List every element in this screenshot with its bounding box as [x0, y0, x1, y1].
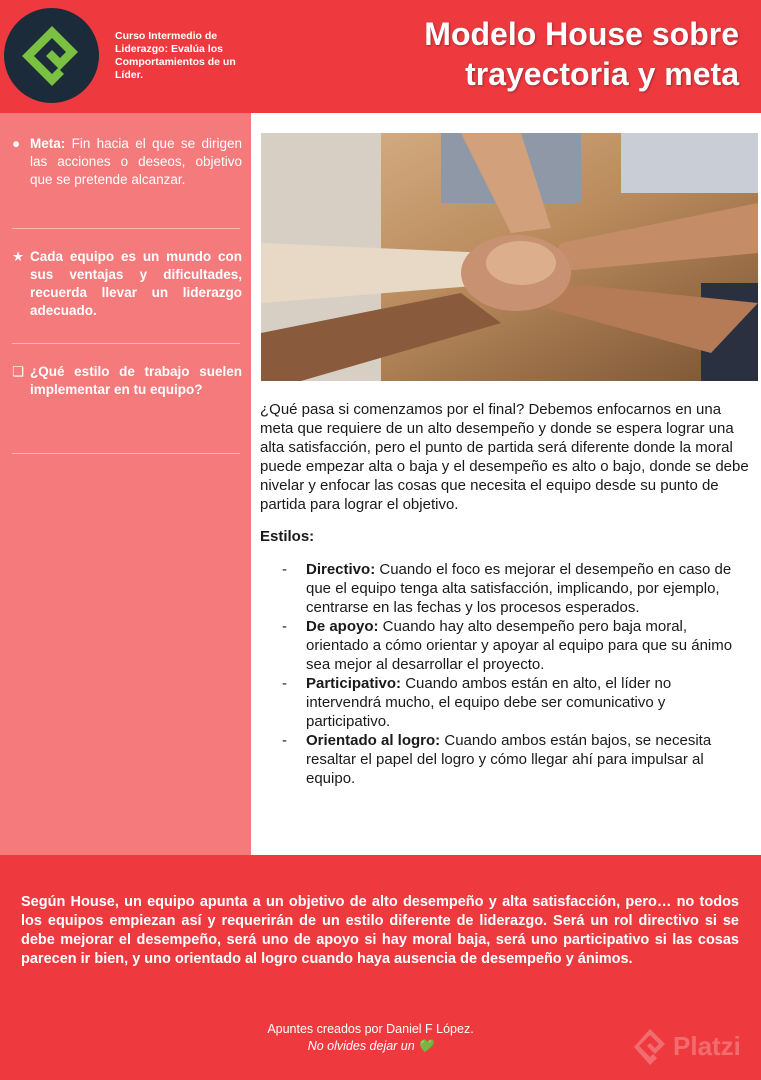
style-name: Orientado al logro:: [306, 732, 441, 749]
meta-definition: Fin hacia el que se dirigen las acciones o deseos, objetivo que se pretende alcanzar.: [30, 136, 242, 187]
sidebar-item-question: [12, 363, 242, 399]
meta-label: Meta:: [30, 136, 66, 151]
sidebar-item-team-tip: [12, 248, 242, 320]
summary-paragraph: Según House, un equipo apunta a un objetivo de alto desempeño y alta satisfacción, pero… no todos los equipos empiezan así y requerirán de un estilo diferente de liderazgo. Será un rol directivo si se debe mejorar el desempeño, será uno de apoyo si hay moral baja, será uno participativo si las cosas parecen ir bien, y uno orientado al logro cuando haya ausencia de desempeño y ánimos.: [21, 894, 739, 967]
sidebar-item-meta: [12, 135, 242, 189]
checkbox-icon: ❏: [12, 364, 25, 379]
list-item: - De apoyo: Cuando hay alto desempeño pero baja moral, orientado a cómo orientar y apoyar al equipo para que su ánimo sea mejor al desarrollar el proyecto.: [282, 618, 733, 673]
style-name: Directivo:: [306, 561, 376, 578]
style-description: Cuando el foco es mejorar el desempeño en caso de que el equipo tenga alta satisfacción, implicando, por ejemplo, centrarse en las fechas y los procesos esperados.: [306, 561, 732, 616]
platzi-watermark-icon: [633, 1027, 667, 1067]
style-description: Cuando ambos están en alto, el líder no intervendrá mucho, el equipo debe ser comunicativo y participativo.: [306, 675, 672, 730]
team-tip-text: Cada equipo es un mundo con sus ventajas y dificultades, recuerda llevar un liderazgo adecuado.: [30, 249, 242, 318]
sidebar: [0, 113, 251, 855]
divider: [12, 453, 240, 454]
style-name: Participativo:: [306, 675, 402, 692]
watermark-text: Platzi: [673, 1031, 741, 1061]
closing-line: No olvides dejar un: [307, 1039, 415, 1053]
intro-paragraph: ¿Qué pasa si comenzamos por el final? Debemos enfocarnos en una meta que requiere de un alto desempeño y donde se espera lograr una alta satisfacción, pero el punto de partida será diferente donde la moral puede empezar alta o baja y el desempeño es alto o bajo, donde se debe nivelar y enfocar las cosas que necesita el equipo desde su punto de partida para lograr el objetivo.: [260, 401, 749, 513]
header: [0, 0, 761, 113]
bullet-icon: ●: [12, 136, 21, 151]
title-line-2: trayectoria y meta: [465, 56, 739, 92]
styles-list: [282, 560, 742, 788]
star-icon: ★: [12, 249, 25, 264]
page-title: [319, 14, 739, 94]
list-item: - Orientado al logro: Cuando ambos están bajos, se necesita resaltar el papel del logro y cómo llegar ahí para impulsar al equipo.: [282, 732, 712, 787]
divider: [12, 228, 240, 229]
styles-heading: Estilos:: [260, 528, 315, 545]
team-hands-photo: [261, 133, 758, 381]
divider: [12, 343, 240, 344]
style-description: Cuando hay alto desempeño pero baja moral, orientado a cómo orientar y apoyar al equipo para que su ánimo sea mejor al desarrollar el proyecto.: [306, 618, 733, 673]
footer: [0, 855, 761, 1080]
style-description: Cuando ambos están bajos, se necesita resaltar el papel del logro y cómo llegar ahí para impulsar al equipo.: [306, 732, 712, 787]
green-heart-icon: 💚: [417, 1039, 434, 1053]
credits: [0, 1021, 741, 1055]
course-name: Curso Intermedio de Liderazgo: Evalúa los Comportamientos de un Líder.: [115, 30, 236, 81]
style-name: De apoyo:: [306, 618, 379, 635]
title-line-1: Modelo House sobre: [424, 16, 739, 52]
platzi-logo-icon: [4, 8, 99, 103]
list-item: - Directivo: Cuando el foco es mejorar el desempeño en caso de que el equipo tenga alta satisfacción, implicando, por ejemplo, centrarse en las fechas y los procesos esperados.: [282, 561, 732, 616]
list-item: - Participativo: Cuando ambos están en alto, el líder no intervendrá mucho, el equipo debe ser comunicativo y participativo.: [282, 675, 672, 730]
question-text: ¿Qué estilo de trabajo suelen implementar en tu equipo?: [30, 364, 242, 397]
author-credit: Apuntes creados por Daniel F López.: [267, 1022, 474, 1036]
platzi-watermark: [633, 1025, 753, 1069]
